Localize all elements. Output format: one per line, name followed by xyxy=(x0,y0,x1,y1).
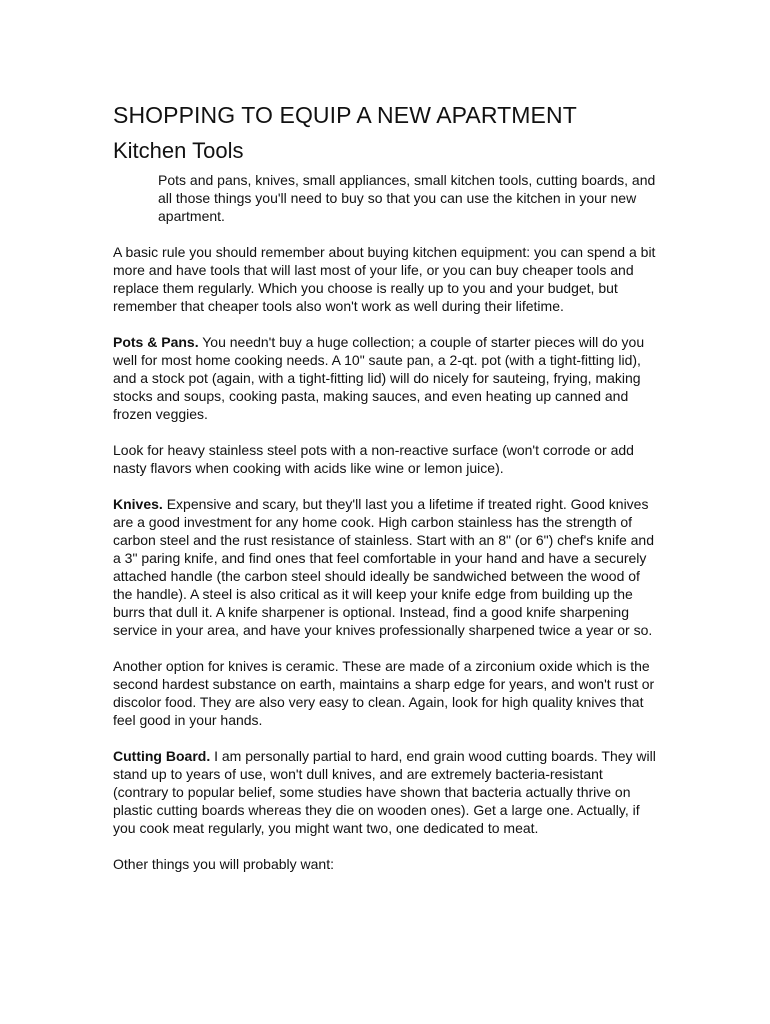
cutting-board-paragraph xyxy=(113,747,658,837)
pots-followup-paragraph xyxy=(113,441,658,477)
knives-followup-paragraph xyxy=(113,657,658,729)
document-page xyxy=(113,100,658,873)
basic-rule-text: A basic rule you should remember about buying kitchen equipment: you can spend a bit more and have tools that will last most of your life, or you can buy cheaper tools and replace them regularly. Which you choose is really up to you and your budget, but remember that cheaper tools also won't work as well during their lifetime. xyxy=(113,244,656,314)
basic-rule-paragraph xyxy=(113,243,658,315)
cutting-board-heading: Cutting Board. xyxy=(113,748,211,764)
pots-followup-text: Look for heavy stainless steel pots with a non-reactive surface (won't corrode or add nasty flavors when cooking with acids like wine or lemon juice). xyxy=(113,442,634,476)
pots-heading: Pots & Pans. xyxy=(113,334,199,350)
cutting-board-text: I am personally partial to hard, end grain wood cutting boards. They will stand up to years of use, won't dull knives, and are extremely bacteria-resistant (contrary to popular belief, some studies have shown that bacteria actually thrive on plastic cutting boards whereas they die on wooden ones). Get a large one. Actually, if you cook meat regularly, you might want two, one dedicated to meat. xyxy=(113,748,656,836)
pots-paragraph xyxy=(113,333,658,423)
section-title: Kitchen Tools xyxy=(113,138,244,163)
knives-heading: Knives. xyxy=(113,496,163,512)
pots-text: You needn't buy a huge collection; a couple of starter pieces will do you well for most home cooking needs. A 10" saute pan, a 2-qt. pot (with a tight-fitting lid), and a stock pot (again, with a tight-fitting lid) will do nicely for sauteing, frying, making stocks and soups, cooking pasta, making sauces, and even heating up canned and frozen veggies. xyxy=(113,334,645,422)
knives-text: Expensive and scary, but they'll last you a lifetime if treated right. Good knives are a good investment for any home cook. High carbon stainless has the strength of carbon steel and the rust resistance of stainless. Start with an 8" (or 6") chef's knife and a 3" paring knife, and find ones that feel comfortable in your hand and have a securely attached handle (the carbon steel should ideally be sandwiched between the wood of the handle). A steel is also critical as it will keep your knife edge from building up the burrs that dull it. A knife sharpener is optional. Instead, find a good knife sharpening service in your area, and have your knives professionally sharpened twice a year or so. xyxy=(113,496,654,638)
knives-followup-text: Another option for knives is ceramic. These are made of a zirconium oxide which is the second hardest substance on earth, maintains a sharp edge for years, and won't rust or discolor food. They are also very easy to clean. Again, look for high quality knives that feel good in your hands. xyxy=(113,658,655,728)
intro-paragraph: Pots and pans, knives, small appliances, small kitchen tools, cutting boards, and all those things you'll need to buy so that you can use the kitchen in your new apartment. xyxy=(158,172,656,224)
other-things-paragraph xyxy=(113,855,658,873)
document-title: SHOPPING TO EQUIP A NEW APARTMENT xyxy=(113,102,577,128)
knives-paragraph xyxy=(113,495,658,639)
other-things-text: Other things you will probably want: xyxy=(113,856,334,872)
